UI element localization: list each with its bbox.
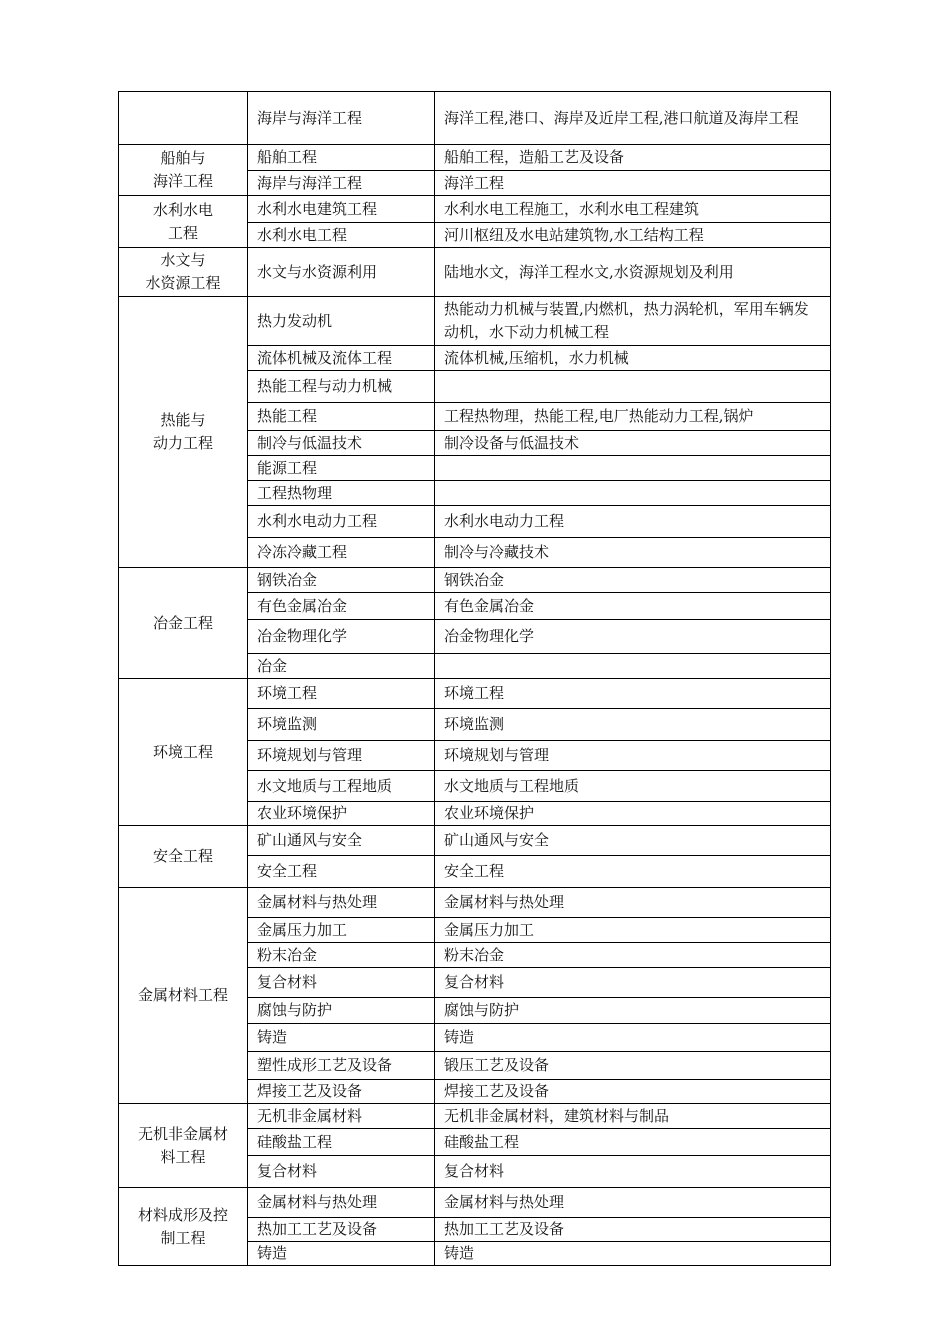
category-cell: 安全工程 [119,826,248,888]
corresponding-major-cell: 陆地水文，海洋工程水文,水资源规划及利用 [435,248,831,297]
corresponding-major-cell: 环境规划与管理 [435,741,831,771]
major-cell: 复合材料 [248,1156,435,1188]
category-cell: 水利水电 工程 [119,196,248,248]
major-cell: 制冷与低温技术 [248,431,435,456]
corresponding-major-cell: 粉末冶金 [435,943,831,968]
major-cell: 热力发动机 [248,297,435,346]
major-cell: 铸造 [248,1242,435,1266]
major-cell: 冶金 [248,654,435,679]
major-cell: 塑性成形工艺及设备 [248,1052,435,1080]
corresponding-major-cell: 硅酸盐工程 [435,1129,831,1156]
major-cell: 粉末冶金 [248,943,435,968]
major-cell: 硅酸盐工程 [248,1129,435,1156]
major-cell: 环境工程 [248,679,435,709]
major-cell: 海岸与海洋工程 [248,92,435,145]
table-row [119,1104,831,1129]
major-cell: 环境监测 [248,709,435,741]
table-row [119,568,831,593]
corresponding-major-cell: 矿山通风与安全 [435,826,831,856]
category-cell: 水文与 水资源工程 [119,248,248,297]
table-row [119,145,831,171]
major-cell: 金属材料与热处理 [248,888,435,918]
major-cell: 腐蚀与防护 [248,998,435,1024]
corresponding-major-cell [435,371,831,403]
major-cell: 农业环境保护 [248,802,435,826]
major-cell: 能源工程 [248,456,435,481]
corresponding-major-cell: 热加工工艺及设备 [435,1218,831,1242]
corresponding-major-cell: 制冷设备与低温技术 [435,431,831,456]
table-row [119,297,831,346]
table-row [119,196,831,223]
table-row [119,888,831,918]
corresponding-major-cell: 铸造 [435,1242,831,1266]
corresponding-major-cell: 环境工程 [435,679,831,709]
major-cell: 海岸与海洋工程 [248,171,435,196]
category-cell: 环境工程 [119,679,248,826]
major-cell: 有色金属冶金 [248,593,435,620]
major-cell: 矿山通风与安全 [248,826,435,856]
table-row [119,1188,831,1218]
category-cell: 材料成形及控 制工程 [119,1188,248,1266]
major-mapping-table [118,91,831,1266]
corresponding-major-cell: 复合材料 [435,1156,831,1188]
major-cell: 无机非金属材料 [248,1104,435,1129]
major-cell: 水利水电动力工程 [248,506,435,538]
table-row [119,248,831,297]
table-row [119,679,831,709]
category-cell: 热能与 动力工程 [119,297,248,568]
corresponding-major-cell: 环境监测 [435,709,831,741]
corresponding-major-cell: 河川枢纽及水电站建筑物,水工结构工程 [435,223,831,248]
corresponding-major-cell: 热能动力机械与装置,内燃机，热力涡轮机，军用车辆发动机，水下动力机械工程 [435,297,831,346]
major-cell: 安全工程 [248,856,435,888]
corresponding-major-cell: 腐蚀与防护 [435,998,831,1024]
corresponding-major-cell: 金属压力加工 [435,918,831,943]
corresponding-major-cell: 铸造 [435,1024,831,1052]
major-cell: 钢铁冶金 [248,568,435,593]
category-cell: 无机非金属材 料工程 [119,1104,248,1188]
corresponding-major-cell: 水利水电工程施工，水利水电工程建筑 [435,196,831,223]
major-cell: 铸造 [248,1024,435,1052]
major-cell: 冷冻冷藏工程 [248,538,435,568]
major-cell: 金属压力加工 [248,918,435,943]
corresponding-major-cell: 工程热物理，热能工程,电厂热能动力工程,锅炉 [435,403,831,431]
corresponding-major-cell: 复合材料 [435,968,831,998]
major-cell: 复合材料 [248,968,435,998]
corresponding-major-cell [435,481,831,506]
major-cell: 热能工程与动力机械 [248,371,435,403]
corresponding-major-cell: 焊接工艺及设备 [435,1080,831,1104]
major-cell: 水文地质与工程地质 [248,771,435,802]
major-cell: 热能工程 [248,403,435,431]
corresponding-major-cell: 制冷与冷藏技术 [435,538,831,568]
major-cell: 冶金物理化学 [248,620,435,654]
corresponding-major-cell: 农业环境保护 [435,802,831,826]
major-cell: 焊接工艺及设备 [248,1080,435,1104]
table-row [119,92,831,145]
corresponding-major-cell: 无机非金属材料，建筑材料与制品 [435,1104,831,1129]
major-cell: 水利水电建筑工程 [248,196,435,223]
major-cell: 金属材料与热处理 [248,1188,435,1218]
major-cell: 流体机械及流体工程 [248,346,435,371]
corresponding-major-cell: 海洋工程 [435,171,831,196]
corresponding-major-cell: 金属材料与热处理 [435,1188,831,1218]
category-cell: 船舶与 海洋工程 [119,145,248,196]
major-cell: 环境规划与管理 [248,741,435,771]
category-cell: 冶金工程 [119,568,248,679]
corresponding-major-cell: 水文地质与工程地质 [435,771,831,802]
table-row [119,826,831,856]
category-cell [119,92,248,145]
major-cell: 热加工工艺及设备 [248,1218,435,1242]
corresponding-major-cell: 海洋工程,港口、海岸及近岸工程,港口航道及海岸工程 [435,92,831,145]
major-cell: 船舶工程 [248,145,435,171]
major-cell: 水文与水资源利用 [248,248,435,297]
corresponding-major-cell: 冶金物理化学 [435,620,831,654]
major-cell: 工程热物理 [248,481,435,506]
corresponding-major-cell: 安全工程 [435,856,831,888]
corresponding-major-cell: 金属材料与热处理 [435,888,831,918]
corresponding-major-cell: 锻压工艺及设备 [435,1052,831,1080]
category-cell: 金属材料工程 [119,888,248,1104]
corresponding-major-cell: 流体机械,压缩机，水力机械 [435,346,831,371]
corresponding-major-cell: 钢铁冶金 [435,568,831,593]
corresponding-major-cell: 船舶工程，造船工艺及设备 [435,145,831,171]
corresponding-major-cell [435,456,831,481]
corresponding-major-cell: 有色金属冶金 [435,593,831,620]
corresponding-major-cell: 水利水电动力工程 [435,506,831,538]
major-cell: 水利水电工程 [248,223,435,248]
corresponding-major-cell [435,654,831,679]
